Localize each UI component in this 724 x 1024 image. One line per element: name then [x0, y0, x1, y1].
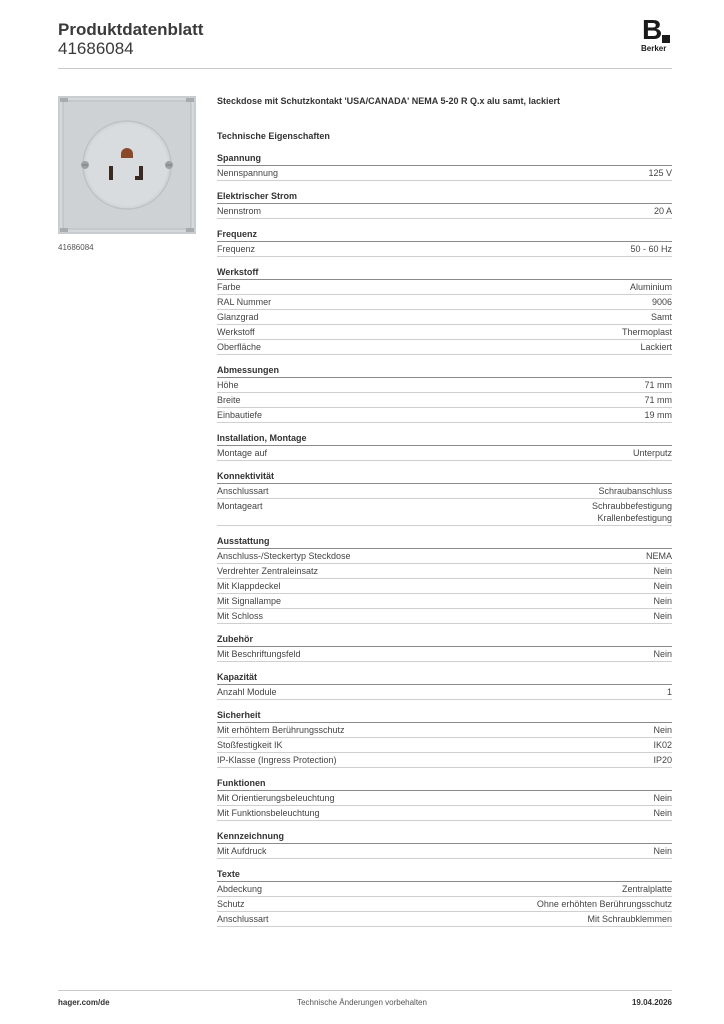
product-description: Steckdose mit Schutzkontakt 'USA/CANADA' NEMA 5-20 R Q.x alu samt, lackiert: [217, 96, 561, 106]
spec-row: [217, 166, 672, 181]
spec-section: [217, 868, 672, 927]
spec-value: [653, 610, 672, 622]
spec-value-line: Krallenbefestigung: [597, 513, 672, 523]
spec-value: [653, 792, 672, 804]
spec-section: [217, 777, 672, 821]
spec-value: [653, 648, 672, 660]
section-title: Funktionen: [217, 777, 672, 791]
spec-value-line: 71 mm: [644, 395, 672, 405]
section-title: Konnektivität: [217, 470, 672, 484]
spec-value: [653, 565, 672, 577]
spec-value: [640, 341, 672, 353]
document-title: Produktdatenblatt: [58, 20, 204, 39]
spec-row: [217, 499, 672, 526]
spec-label: Nennstrom: [217, 206, 262, 216]
spec-value-line: 9006: [651, 297, 672, 307]
spec-value-line: Nein: [653, 793, 672, 803]
spec-section: [217, 633, 672, 662]
footer-website: hager.com/de: [58, 998, 110, 1007]
footer-notice: Technische Änderungen vorbehalten: [297, 998, 427, 1007]
footer-date: 19.04.2026: [631, 998, 672, 1007]
spec-value-line: Nein: [653, 596, 672, 606]
spec-value: [652, 296, 672, 308]
spec-row: [217, 723, 672, 738]
spec-row: [217, 446, 672, 461]
spec-value-line: Samt: [650, 312, 672, 322]
technical-properties-heading: Technische Eigenschaften: [217, 131, 330, 141]
spec-row: [217, 393, 672, 408]
spec-label: Mit Funktionsbeleuchtung: [217, 808, 320, 818]
section-title: Sicherheit: [217, 709, 672, 723]
spec-row: [217, 738, 672, 753]
spec-value: [644, 379, 672, 391]
spec-value: [654, 205, 672, 217]
spec-value: [648, 167, 672, 179]
berker-logo: [640, 16, 674, 54]
spec-row: [217, 204, 672, 219]
footer-divider: [58, 990, 672, 991]
section-title: Werkstoff: [217, 266, 672, 280]
spec-row: [217, 579, 672, 594]
spec-label: Glanzgrad: [217, 312, 259, 322]
spec-value: [653, 754, 672, 766]
spec-value-line: Schraubanschluss: [598, 486, 672, 496]
spec-label: Frequenz: [217, 244, 256, 254]
spec-value-line: Ohne erhöhten Berührungsschutz: [536, 899, 672, 909]
section-title: Zubehör: [217, 633, 672, 647]
section-title: Kapazität: [217, 671, 672, 685]
spec-value: [587, 913, 672, 925]
spec-value-line: 19 mm: [644, 410, 672, 420]
spec-section: [217, 228, 672, 257]
spec-row: [217, 791, 672, 806]
spec-label: Oberfläche: [217, 342, 262, 352]
spec-row: [217, 897, 672, 912]
spec-value-line: Unterputz: [632, 448, 672, 458]
spec-label: Werkstoff: [217, 327, 255, 337]
spec-row: [217, 753, 672, 768]
spec-section: [217, 830, 672, 859]
spec-label: Anzahl Module: [217, 687, 277, 697]
socket-outlet-icon: [58, 96, 196, 234]
spec-label: Anschlussart: [217, 486, 269, 496]
specifications-table: [217, 152, 672, 936]
spec-row: [217, 609, 672, 624]
spec-section: [217, 671, 672, 700]
spec-section: [217, 709, 672, 768]
spec-label: Mit erhöhtem Berührungsschutz: [217, 725, 345, 735]
spec-row: [217, 340, 672, 355]
section-title: Abmessungen: [217, 364, 672, 378]
spec-label: Breite: [217, 395, 241, 405]
spec-row: [217, 325, 672, 340]
spec-row: [217, 685, 672, 700]
spec-value: [644, 394, 672, 406]
spec-value-line: 20 A: [653, 206, 672, 216]
spec-label: RAL Nummer: [217, 297, 272, 307]
spec-row: [217, 484, 672, 499]
spec-value-line: Nein: [653, 725, 672, 735]
spec-label: Mit Beschriftungsfeld: [217, 649, 301, 659]
spec-label: Mit Aufdruck: [217, 846, 267, 856]
spec-label: Nennspannung: [217, 168, 279, 178]
spec-value: [633, 447, 672, 459]
spec-label: Einbautiefe: [217, 410, 263, 420]
spec-label: Mit Signallampe: [217, 596, 282, 606]
spec-value-line: 50 - 60 Hz: [630, 244, 672, 254]
spec-value-line: IP20: [653, 755, 672, 765]
spec-section: [217, 266, 672, 355]
spec-row: [217, 912, 672, 927]
spec-value: [598, 485, 672, 497]
section-title: Elektrischer Strom: [217, 190, 672, 204]
spec-value: [651, 311, 672, 323]
logo-dot: [662, 35, 670, 43]
spec-value: [667, 686, 672, 698]
spec-value: [653, 807, 672, 819]
spec-row: [217, 882, 672, 897]
spec-section: [217, 470, 672, 526]
document-number: 41686084: [58, 39, 134, 58]
spec-value-line: 125 V: [648, 168, 672, 178]
spec-value-line: Mit Schraubklemmen: [587, 914, 672, 924]
spec-row: [217, 647, 672, 662]
spec-value: [653, 724, 672, 736]
spec-row: [217, 408, 672, 423]
spec-value-line: 71 mm: [644, 380, 672, 390]
section-title: Ausstattung: [217, 535, 672, 549]
spec-value-line: Zentralplatte: [621, 884, 672, 894]
product-image: [58, 96, 196, 234]
spec-section: [217, 364, 672, 423]
spec-label: Anschlussart: [217, 914, 269, 924]
spec-value-line: 1: [666, 687, 672, 697]
section-title: Spannung: [217, 152, 672, 166]
spec-section: [217, 152, 672, 181]
spec-row: [217, 806, 672, 821]
spec-label: Montageart: [217, 501, 263, 511]
spec-value: [644, 409, 672, 421]
section-title: Installation, Montage: [217, 432, 672, 446]
spec-label: Mit Orientierungsbeleuchtung: [217, 793, 335, 803]
spec-label: Mit Klappdeckel: [217, 581, 281, 591]
spec-value: [646, 550, 672, 562]
spec-value: [622, 326, 672, 338]
section-title: Texte: [217, 868, 672, 882]
spec-label: Höhe: [217, 380, 239, 390]
spec-value-line: Nein: [653, 808, 672, 818]
spec-value-line: Nein: [653, 611, 672, 621]
section-title: Frequenz: [217, 228, 672, 242]
spec-section: [217, 190, 672, 219]
spec-row: [217, 844, 672, 859]
spec-value-line: Thermoplast: [621, 327, 672, 337]
spec-value-line: Nein: [653, 649, 672, 659]
spec-value-line: Nein: [653, 846, 672, 856]
spec-value: [537, 898, 672, 910]
spec-row: [217, 594, 672, 609]
spec-row: [217, 310, 672, 325]
spec-section: [217, 432, 672, 461]
spec-value-line: Nein: [653, 581, 672, 591]
spec-value: [592, 500, 672, 524]
spec-label: Schutz: [217, 899, 245, 909]
spec-value-line: Aluminium: [629, 282, 672, 292]
spec-value-line: Nein: [653, 566, 672, 576]
spec-value: [653, 739, 672, 751]
spec-value: [630, 243, 672, 255]
spec-value-line: IK02: [653, 740, 672, 750]
spec-value-line: NEMA: [645, 551, 672, 561]
image-caption: 41686084: [58, 243, 94, 252]
logo-letter: B: [642, 14, 663, 45]
spec-label: Stoßfestigkeit IK: [217, 740, 283, 750]
spec-label: IP-Klasse (Ingress Protection): [217, 755, 337, 765]
spec-row: [217, 378, 672, 393]
spec-label: Verdrehter Zentraleinsatz: [217, 566, 319, 576]
spec-row: [217, 295, 672, 310]
spec-value: [622, 883, 672, 895]
spec-section: [217, 535, 672, 624]
spec-value: [653, 845, 672, 857]
spec-value: [653, 580, 672, 592]
spec-value: [630, 281, 672, 293]
spec-value: [653, 595, 672, 607]
spec-row: [217, 280, 672, 295]
spec-label: Anschluss-/Steckertyp Steckdose: [217, 551, 351, 561]
logo-text: Berker: [641, 44, 667, 53]
spec-row: [217, 549, 672, 564]
spec-label: Abdeckung: [217, 884, 263, 894]
header-divider: [58, 68, 672, 69]
spec-value-line: Lackiert: [640, 342, 672, 352]
spec-row: [217, 242, 672, 257]
spec-row: [217, 564, 672, 579]
spec-label: Mit Schloss: [217, 611, 264, 621]
spec-label: Farbe: [217, 282, 241, 292]
section-title: Kennzeichnung: [217, 830, 672, 844]
spec-value-line: Schraubbefestigung: [591, 501, 672, 511]
spec-label: Montage auf: [217, 448, 268, 458]
